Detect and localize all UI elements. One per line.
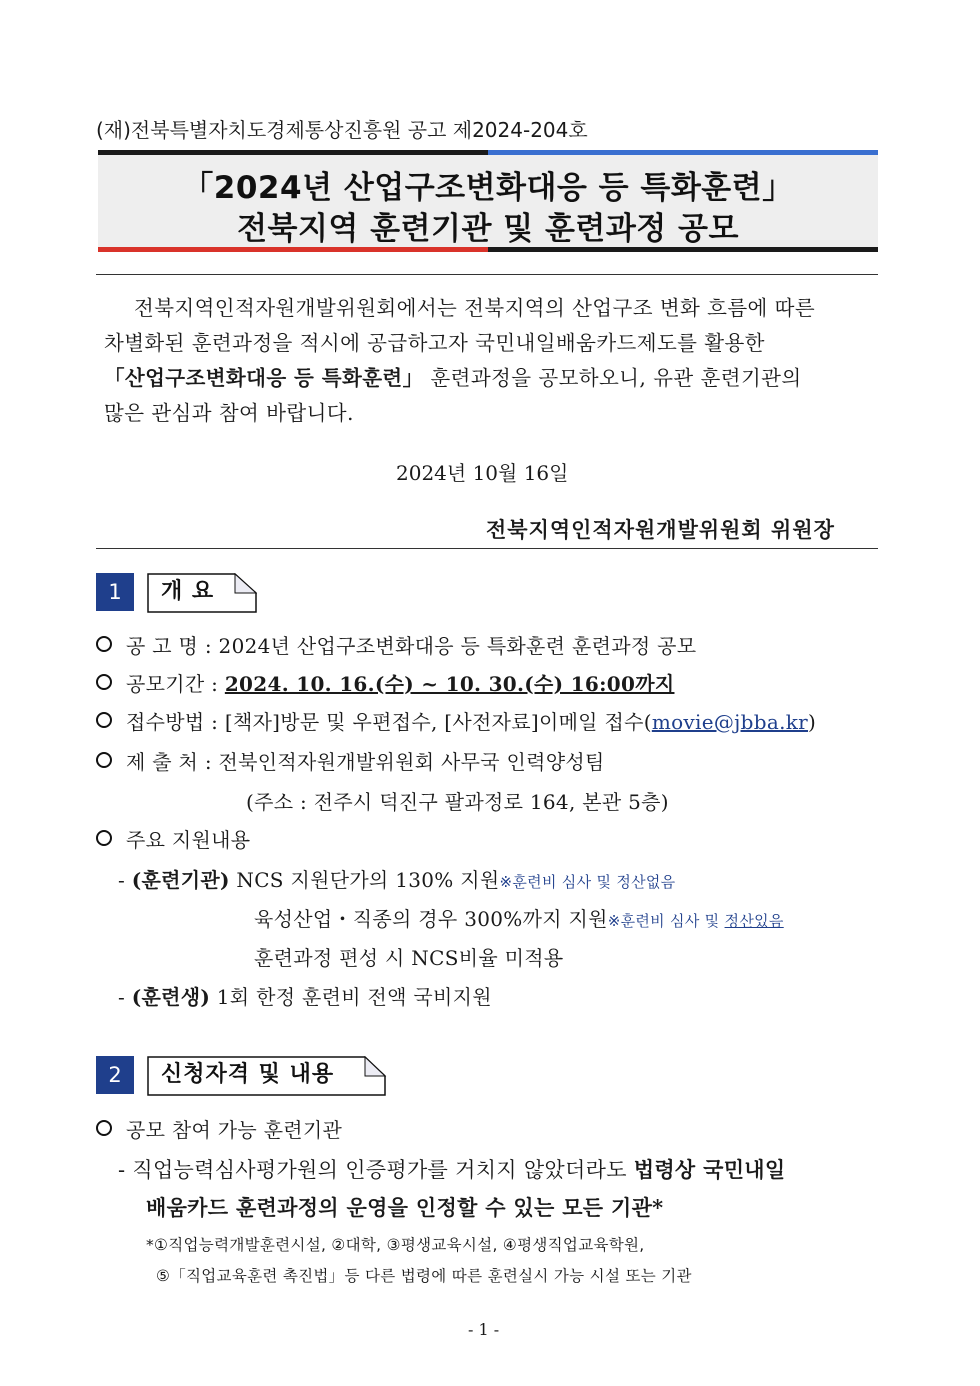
eligible-text-normal: 직업능력심사평가원의 인증평가를 거치지 않았더라도 (132, 1158, 634, 1182)
institution-line-1: - (훈련기관) NCS 지원단가의 130% 지원※훈련비 심사 및 정산없음 (118, 868, 676, 892)
divider-top (96, 274, 878, 275)
bullet-circle-icon (96, 712, 112, 728)
section-1-number: 1 (96, 573, 134, 611)
eligible-text-bold-2: 배움카드 훈련과정의 운영을 인정할 수 있는 모든 기관* (146, 1195, 664, 1220)
intro-line-4: 많은 관심과 참여 바랍니다. (104, 401, 354, 425)
title-line-2: 전북지역 훈련기관 및 훈련과정 공모 (237, 211, 739, 247)
institution-text-1: NCS 지원단가의 130% 지원 (229, 868, 500, 892)
intro-line-3-rest: 훈련과정을 공모하오니, 유관 훈련기관의 (423, 366, 802, 390)
bullet-notice-name: 공 고 명 : 2024년 산업구조변화대응 등 특화훈련 훈련과정 공모 (96, 630, 696, 659)
address: (주소 : 전주시 덕진구 팔과정로 164, 본관 5층) (246, 790, 669, 814)
intro-line-3 (104, 361, 802, 391)
trainee-line: - (훈련생) 1회 한정 훈련비 전액 국비지원 (118, 985, 492, 1009)
bullet-circle-icon (96, 752, 112, 768)
institution-note-2a: ※훈련비 심사 및 (607, 912, 725, 930)
eligible-line-1: - 직업능력심사평가원의 인증평가를 거치지 않았더라도 법령상 국민내일 (118, 1157, 786, 1182)
value-method-close: ) (808, 710, 817, 734)
trainee-label: (훈련생) (131, 985, 211, 1009)
notice-number: (재)전북특별자치도경제통상진흥원 공고 제2024-204호 (96, 118, 588, 142)
page-number: - 1 - (468, 1320, 500, 1339)
bullet-circle-icon (96, 1120, 112, 1136)
eligible-heading: 공모 참여 가능 훈련기관 (126, 1118, 343, 1142)
institution-label: (훈련기관) (131, 868, 230, 892)
section-1-title-tab (147, 573, 257, 611)
footnote-1: *①직업능력개발훈련시설, ②대학, ③평생교육시설, ④평생직업교육학원, (146, 1236, 645, 1254)
section-2-title: 신청자격 및 내용 (161, 1062, 335, 1087)
label-submit-to: 제 출 처 (126, 750, 199, 774)
eligible-line-2 (146, 1192, 663, 1222)
signer: 전북지역인적자원개발위원회 위원장 (486, 517, 835, 542)
intro-line-1: 전북지역인적자원개발위원회에서는 전북지역의 산업구조 변화 흐름에 따른 (134, 296, 816, 320)
section-1-title: 개 요 (161, 579, 215, 604)
value-submit-to: 전북인적자원개발위원회 사무국 인력양성팀 (218, 750, 605, 774)
value-method: [책자]방문 및 우편접수, [사전자료]이메일 접수( (224, 710, 652, 734)
support-heading: 주요 지원내용 (126, 828, 251, 852)
institution-note-2 (608, 912, 784, 930)
intro-program-name: 「산업구조변화대응 등 특화훈련」 (104, 366, 424, 390)
bullet-circle-icon (96, 830, 112, 846)
bullet-eligible (96, 1114, 342, 1143)
section-2-title-tab (147, 1056, 387, 1094)
trainee-text: 1회 한정 훈련비 전액 국비지원 (210, 985, 492, 1009)
bullet-method: 접수방법 : [책자]방문 및 우편접수, [사전자료]이메일 접수(movie@jbba.kr) (96, 706, 816, 735)
title-box (98, 150, 878, 252)
label-period: 공모기간 (126, 672, 205, 696)
value-notice-name: 2024년 산업구조변화대응 등 특화훈련 훈련과정 공모 (218, 634, 697, 658)
institution-line-3: 훈련과정 편성 시 NCS비율 미적용 (254, 946, 564, 970)
institution-text-2: 육성산업・직종의 경우 300%까지 지원 (254, 907, 608, 931)
bullet-submit-to: 제 출 처 : 전북인적자원개발위원회 사무국 인력양성팀 (96, 746, 605, 775)
email-link[interactable]: movie@jbba.kr (651, 710, 809, 734)
bullet-support (96, 824, 250, 853)
bullet-circle-icon (96, 674, 112, 690)
label-method: 접수방법 (126, 710, 205, 734)
institution-line-2 (254, 903, 784, 932)
section-2-number: 2 (96, 1056, 134, 1094)
intro-line-2: 차별화된 훈련과정을 적시에 공급하고자 국민내일배움카드제도를 활용한 (104, 331, 765, 355)
divider-bottom (96, 548, 878, 549)
label-notice-name: 공 고 명 (126, 634, 199, 658)
title-line-1: 「2024년 산업구조변화대응 등 특화훈련」 (182, 170, 794, 206)
value-period: 2024. 10. 16.(수) ~ 10. 30.(수) 16:00까지 (224, 672, 675, 696)
institution-note-2b: 정산있음 (724, 912, 784, 930)
bullet-circle-icon (96, 636, 112, 652)
footnote-2: ⑤「직업교육훈련 촉진법」등 다른 법령에 따른 훈련실시 가능 시설 또는 기관 (156, 1267, 692, 1285)
eligible-text-bold: 법령상 국민내일 (633, 1157, 786, 1182)
title-bottom-bar (98, 247, 878, 252)
bullet-period: 공모기간 : 2024. 10. 16.(수) ~ 10. 30.(수) 16:00까지 (96, 668, 674, 697)
institution-note-1: ※훈련비 심사 및 정산없음 (499, 873, 676, 891)
announcement-date: 2024년 10월 16일 (396, 461, 569, 485)
